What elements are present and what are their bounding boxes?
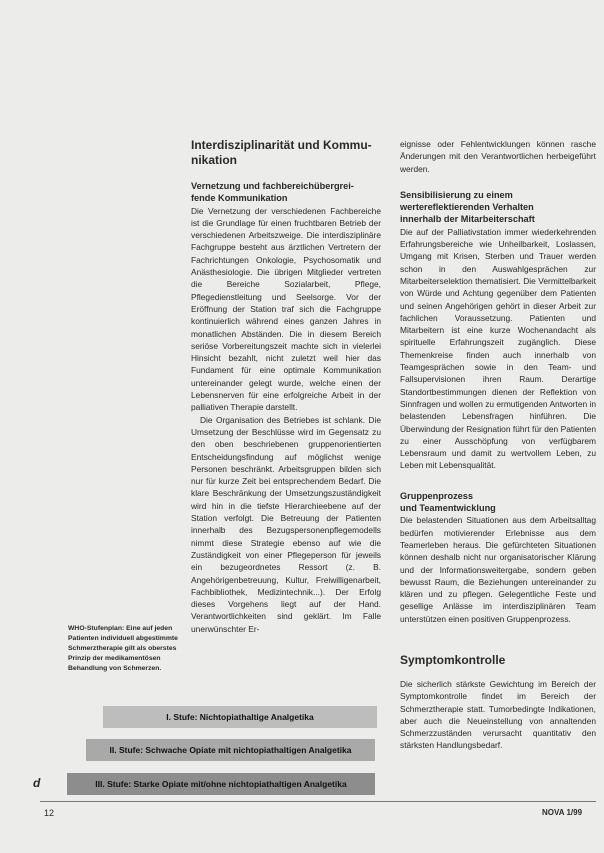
subheading-group-process: Gruppenprozess und Teamentwicklung bbox=[400, 490, 496, 514]
left-column bbox=[191, 138, 381, 635]
who-caption: WHO-Stufenplan: Eine auf jeden Patienten individuell abgestimmte Schmerztherapie gilt als oberstes Prinzip der medikamentösen Behandlung von Schmerzen. bbox=[68, 625, 178, 672]
right-paragraph-1: Die auf der Palliativstation immer wiederkehrenden Erfahrungsbereiche wie Unheilbarkeit, Loslassen, Umgang mit Krisen, Sterben und Trauer werden schon in den Auswahlgesprächen zur Mitarbeiterselektion thematisiert. Die Vermittelbarkeit von Würde und Achtung gegenüber dem Patienten und seinen Angehörigen gehört in dieser Arbeit zur fachlichen Voraussetzung. Patienten und Mitarbeitern ist eine kurze Wochenandacht als spirituelle Erfahrungszeit zugänglich. Diese Themenkreise finden auch innerhalb von Teamgesprächen sowie in den Team- und Fallsupervisionen ihren Raum. Derartige Standortbestimmungen dienen der Reflektion von Sinnfragen und wollen zu ermutigenden Antworten in belastenden Lebensfragen hinführen. Die Überwindung der Resignation führt für den Patienten zu einer Ausschöpfung von verfügbarem Lebensraum und damit zu wertvollem Leben, zu Leben mit Lebensqualität. bbox=[400, 226, 597, 471]
left-paragraph-1: Die Vernetzung der verschiedenen Fachbereiche ist die Grundlage für einen fruchtbaren Betrieb der verschiedenen Arbeitszweige. Die interdisziplinäre Fachgruppe besteht aus ärztlichen Vertretern der Fachrichtungen Onkologie, Psychosomatik und Anästhesiologie. Die übrigen Mitglieder vertreten die Bereiche Sozialarbeit, Pflege, Pflegedienstleitung und Seelsorge. Vor der Eröffnung der Station traf sich die Fachgruppe kontinuierlich während eines ganzen Jahres in monatlichen Abständen. Die in diesem Bereich seriöse Vorbereitungszeit machte sich in vielerlei Hinsicht bezahlt, nicht zuletzt weil hier das Fundament für eine optimale Kommunikation untereinander gelegt wurde, welche einen der Lebensnerven für eine erfolgreiche Arbeit in der palliativen Therapie darstellt. bbox=[191, 205, 381, 413]
who-step-3: III. Stufe: Starke Opiate mit/ohne nichtopiathaltigen Analgetika bbox=[67, 773, 375, 795]
left-paragraph-2: Die Organisation des Betriebes ist schlank. Die Umsetzung der Beschlüsse wird im Gegensatz zu den oben beschriebenen gruppenorientierten Entscheidungsfindung auf möglichst wenige Personen beschränkt. Arbeitsgruppen bilden sich nur für kurze Zeit bei entsprechendem Bedarf. Die klare Beschränkung der Umsetzungszuständigkeit wird hin in die tiefste Hierarchieebene auf der Station verfolgt. Die Betreuung der Patienten innerhalb des Bezugspersonenpflegemodells nimmt diese Strategie ebenso auf wie die Zuständigkeit von einer Pflegeperson für jeweils ein bezugeordnetes Ressort (z. B. Angehörigenbetreuung, Kultur, Freiwilligenarbeit, Fachbibliothek, Medizintechnik...). Der Erfolg dieses Vorgehens liegt auf der Hand. Verantwortlichkeiten sind geklärt. Im Falle unerwünschter Er- bbox=[191, 414, 381, 634]
right-paragraph-2: Die belastenden Situationen aus dem Arbeitsalltag bedürfen motivierender Erlebnisse aus dem Teamerleben heraus. Die gefürchteten Situationen können deshalb nicht nur organisatorischer Klärung und der Informationsweitergabe, sondern geben bewusst Raum, die Beziehungen untereinander zu klären und zu pflegen. Gelegentliche Feste und gesellige Anlässe im interdisziplinären Team unterstützen einen positiven Gruppenprozess. bbox=[400, 515, 596, 624]
right-column bbox=[400, 138, 596, 752]
subheading-sensitization: Sensibilisierung zu einem wertereflektierenden Verhalten innerhalb der Mitarbeiterschaft bbox=[400, 189, 535, 225]
section-heading-interdisciplinarity: Interdisziplinarität und Kommu- nikation bbox=[191, 138, 372, 167]
who-step-2: II. Stufe: Schwache Opiate mit nichtopiathaltigen Analgetika bbox=[86, 739, 375, 761]
right-paragraph-3: Die sicherlich stärkste Gewichtung im Bereich der Symptomkontrolle findet im Bereich der Schmerztherapie statt. Tumorbedingte Indikationen, aber auch die Neueinstellung von annaltenden Schmerzzuständen verursacht quantitativ den stärksten Handlungsbedarf. bbox=[400, 678, 596, 751]
footer-rule bbox=[40, 801, 596, 802]
right-top-text bbox=[400, 138, 596, 175]
section-heading-symptom-control: Symptomkontrolle bbox=[400, 652, 506, 667]
who-step-1: I. Stufe: Nichtopiathaltige Analgetika bbox=[103, 706, 377, 728]
margin-mark: d bbox=[33, 776, 41, 790]
left-body-text bbox=[191, 205, 381, 635]
journal-name: NOVA 1/99 bbox=[542, 808, 583, 817]
continuation-paragraph: eignisse oder Fehlentwicklungen können rasche Änderungen mit den Verantwortlichen herbeigeführt werden. bbox=[400, 139, 596, 174]
subheading-networking: Vernetzung und fachbereichübergrei- fende Kommunikation bbox=[191, 181, 354, 204]
page-number: 12 bbox=[44, 808, 55, 818]
